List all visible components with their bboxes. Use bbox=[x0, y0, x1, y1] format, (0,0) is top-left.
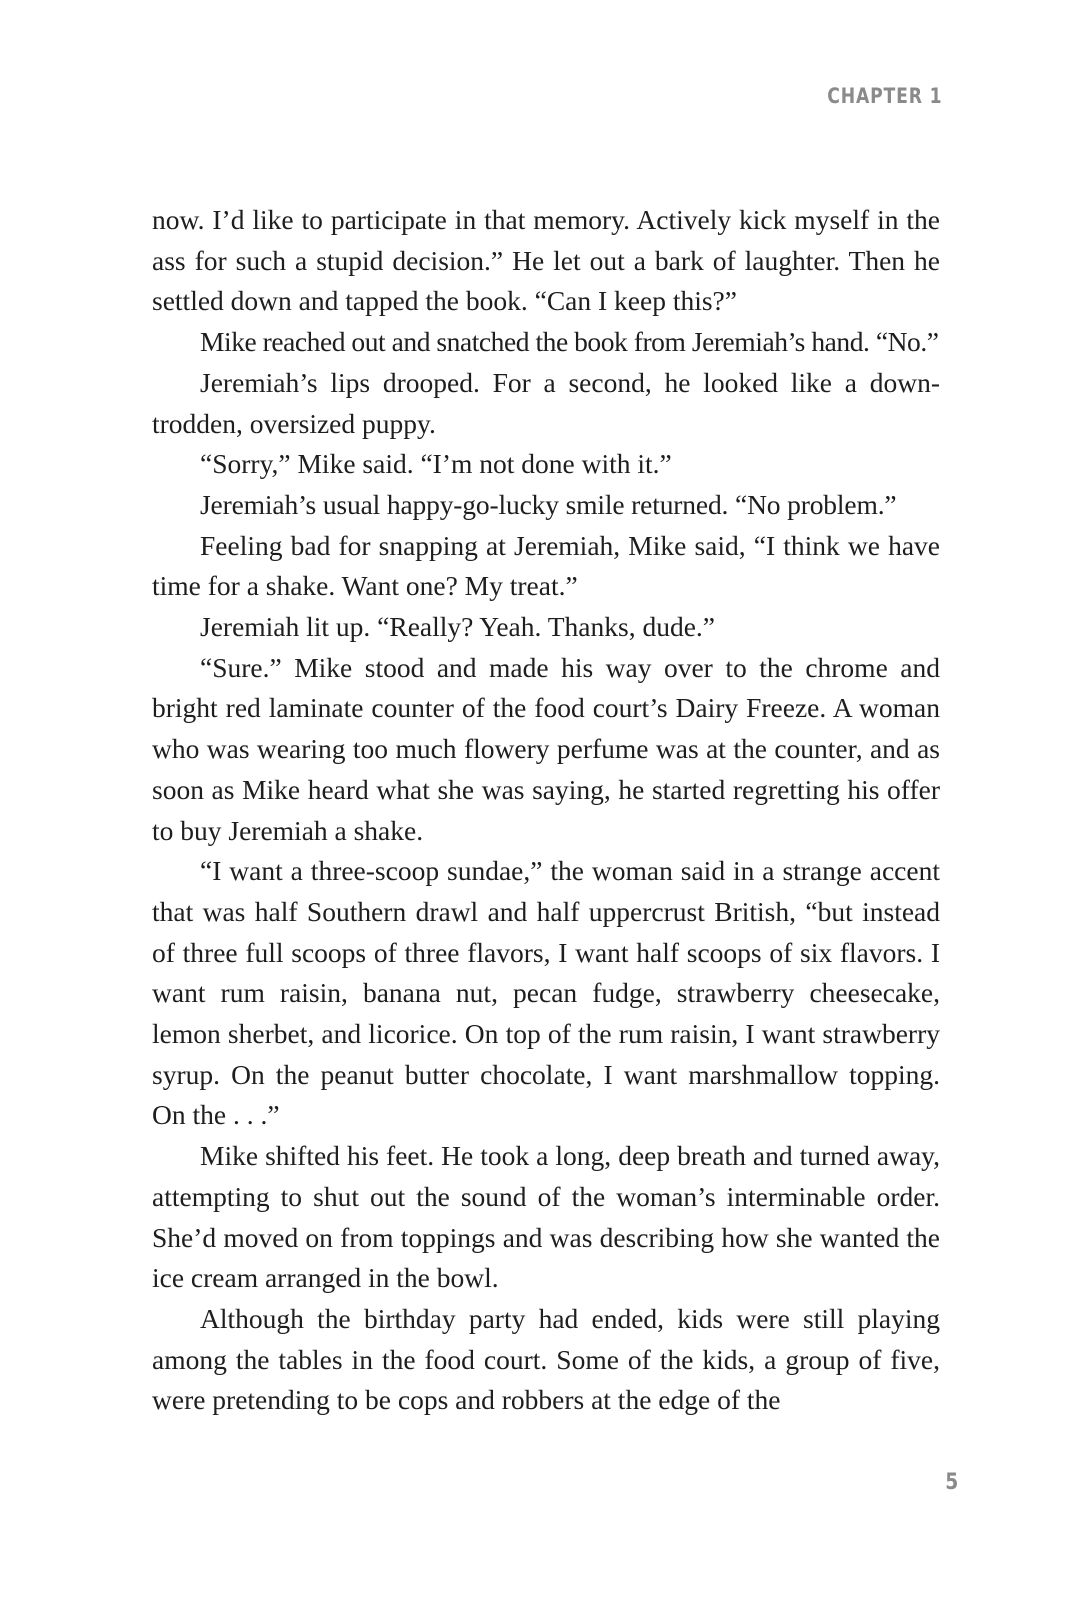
paragraph: “Sure.” Mike stood and made his way over to the chrome and bright red laminate counter of the food court’s Dairy Freeze. A woman who was wearing too much flowery perfume was at the counter, and as soon as Mike heard what she was saying, he started regretting his offer to buy Jeremiah a shake. bbox=[152, 651, 940, 846]
paragraph: Although the birthday party had ended, kids were still playing among the tables in the food court. Some of the kids, a group of five, were pretending to be cops and robbers at the edge of the bbox=[152, 1302, 940, 1416]
running-head: CHAPTER 1 bbox=[826, 84, 942, 108]
paragraph: Feeling bad for snapping at Jeremiah, Mike said, “I think we have time for a shake. Want one? My treat.” bbox=[152, 529, 940, 602]
page-number: 5 bbox=[944, 1470, 958, 1495]
paragraph: “I want a three-scoop sundae,” the woman said in a strange accent that was half Southern drawl and half uppercrust British, “but instead of three full scoops of three flavors, I want half scoops of six flavors. I want rum raisin, banana nut, pecan fudge, strawberry cheesecake, lemon sherbet, and licorice. On top of the rum raisin, I want strawberry syrup. On the peanut butter chocolate, I want marshmallow topping. On the . . .” bbox=[152, 855, 940, 1131]
paragraph: Mike shifted his feet. He took a long, deep breath and turned away, attempting to shut out the sound of the woman’s interminable order. She’d moved on from toppings and was describing how she wanted the ice cream arranged in the bowl. bbox=[152, 1140, 940, 1294]
body-text bbox=[152, 200, 940, 1421]
paragraph: Jeremiah lit up. “Really? Yeah. Thanks, dude.” bbox=[200, 611, 715, 643]
paragraph: now. I’d like to participate in that memory. Actively kick myself in the ass for such a stupid decision.” He let out a bark of laughter. Then he settled down and tapped the book. “Can I keep this?” bbox=[152, 204, 940, 317]
paragraph: Mike reached out and snatched the book from Jeremiah’s hand. “No.” bbox=[200, 326, 939, 358]
paragraph: “Sorry,” Mike said. “I’m not done with it.” bbox=[200, 448, 672, 480]
paragraph: Jeremiah’s lips drooped. For a second, he looked like a downtrodden, oversized puppy. bbox=[152, 366, 940, 439]
paragraph: Jeremiah’s usual happy-go-lucky smile returned. “No problem.” bbox=[200, 488, 897, 520]
